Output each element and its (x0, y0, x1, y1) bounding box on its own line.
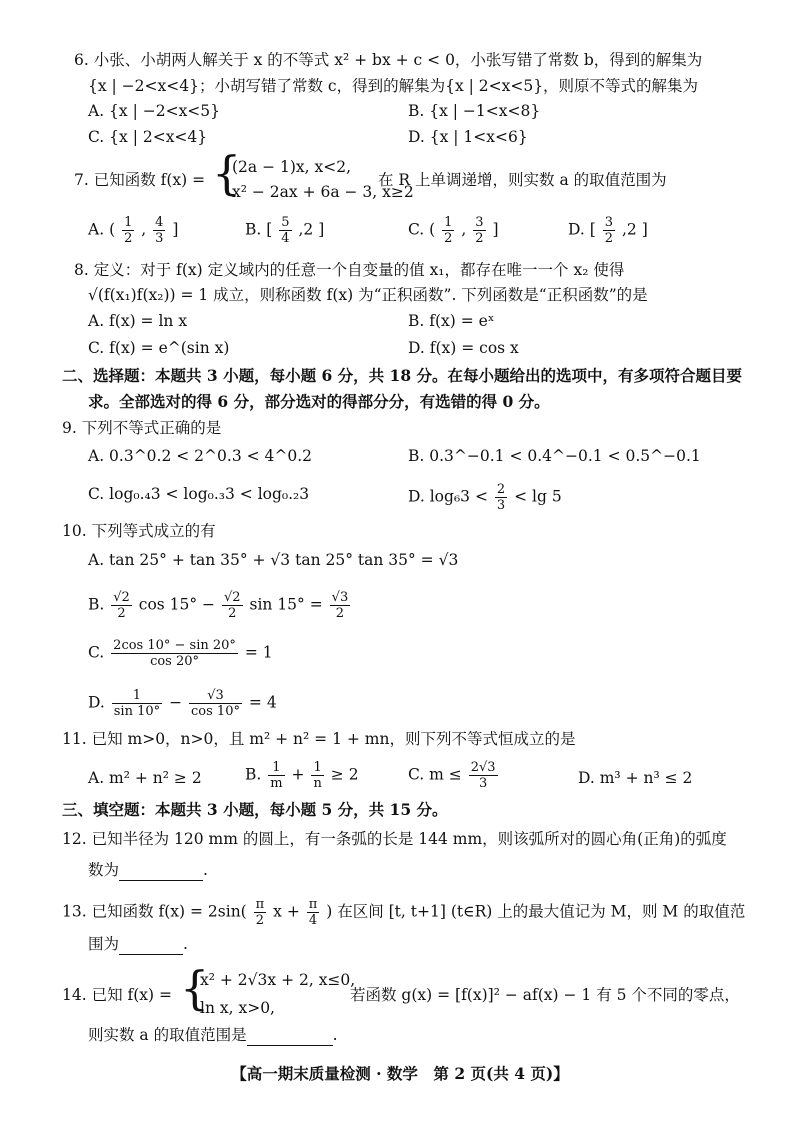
q14-brace: { (180, 961, 210, 1015)
q11-option-b: B. $\frac{1}{m}$ + $\frac{1}{n}$ ≥ 2 (245, 760, 359, 791)
q11-option-a: A. m² + n² ≥ 2 (88, 769, 202, 787)
q8-option-d: D. f(x) = cos x (408, 339, 519, 357)
q14-answer-blank[interactable] (247, 1025, 333, 1046)
section2-header-line2: 求。全部选对的得 6 分，部分选对的得部分分，有选错的得 0 分。 (88, 392, 550, 411)
q11-option-d: D. m³ + n³ ≤ 2 (578, 769, 693, 787)
q14-suffix: 若函数 g(x) = [f(x)]² − af(x) − 1 有 5 个不同的零点， (350, 986, 740, 1004)
q6-option-d: D. {x | 1<x<6} (408, 128, 528, 146)
q10-option-c: C. $\frac{2\cos 10^\circ - \sin 20^\circ}{\cos 20^\circ}$ = 1 (88, 638, 273, 669)
q8-stem-line1: 8. 定义：对于 f(x) 定义域内的任意一个自变量的值 x₁，都存在唯一一个 x₂ 使得 (74, 261, 625, 279)
q8-stem-line2: √(f(x₁)f(x₂)) = 1 成立，则称函数 f(x) 为“正积函数”. 下列函数是“正积函数”的是 (88, 286, 648, 304)
q7-option-a: A. ( $\frac{1}{2}$ , $\frac{4}{3}$ ] (88, 215, 179, 246)
q9-option-c: C. log₀.₄3 < log₀.₃3 < log₀.₂3 (88, 485, 310, 503)
q8-option-a: A. f(x) = ln x (88, 312, 188, 330)
q6-option-b: B. {x | −1<x<8} (408, 102, 541, 120)
q9-option-a: A. 0.3^0.2 < 2^0.3 < 4^0.2 (88, 447, 313, 465)
section2-header-line1: 二、选择题：本题共 3 小题，每小题 6 分，共 18 分。在每小题给出的选项中，有多项符合题目要 (62, 366, 743, 385)
q12-stem-line2: 数为 . (88, 861, 208, 879)
q14-prefix: 14. 已知 f(x) = (62, 986, 172, 1004)
q7-option-c: C. ( $\frac{1}{2}$ , $\frac{3}{2}$ ] (408, 215, 499, 246)
q7-option-b: B. [ $\frac{5}{4}$ ,2 ] (245, 215, 325, 246)
q6-option-a: A. {x | −2<x<5} (88, 102, 221, 120)
page-footer: 【高一期末质量检测 · 数学 第 2 页(共 4 页)】 (231, 1064, 569, 1083)
q7-suffix: 在 R 上单调递增，则实数 a 的取值范围为 (378, 171, 667, 189)
q14-stem-line2: 则实数 a 的取值范围是 . (88, 1026, 338, 1044)
q13-stem-line2: 围为 . (88, 935, 188, 953)
q13-stem-line1: 13. 已知函数 f(x) = 2sin( $\frac{\pi}{2}$ x + $\frac{\pi}{4}$ ) 在区间 [t, t+1] (t∈R) 上的最大值记为 M，则 M 的取值范 (62, 897, 746, 928)
q8-option-b: B. f(x) = eˣ (408, 312, 495, 330)
q7-case1: (2a − 1)x, x<2, (232, 158, 352, 176)
q7-brace: { (212, 146, 242, 200)
q12-stem-line1: 12. 已知半径为 120 mm 的圆上，有一条弧的长是 144 mm，则该弧所对的圆心角(正角)的弧度 (62, 830, 727, 848)
q14-case1: x² + 2√3x + 2, x≤0, (200, 971, 356, 989)
q6-stem-line2: {x | −2<x<4}；小胡写错了常数 c，得到的解集为{x | 2<x<5}，则原不等式的解集为 (88, 77, 699, 95)
q10-option-d: D. $\frac{1}{\sin 10^\circ}$ − $\frac{√3}{\cos 10^\circ}$ = 4 (88, 688, 277, 719)
q14-case2: ln x, x>0, (200, 999, 275, 1017)
q6-stem-line1: 6. 小张、小胡两人解关于 x 的不等式 x² + bx + c < 0，小张写错了常数 b，得到的解集为 (74, 51, 703, 69)
q11-option-c: C. m ≤ $\frac{2√3}{3}$ (408, 760, 496, 791)
q12-answer-blank[interactable] (119, 860, 203, 881)
q10-option-b: B. $\frac{√2}{2}$ cos 15° − $\frac{√2}{2}$ sin 15° = $\frac{√3}{2}$ (88, 590, 349, 621)
q13-answer-blank[interactable] (119, 934, 183, 955)
q7-option-d: D. [ $\frac{3}{2}$ ,2 ] (568, 215, 648, 246)
q9-option-d: D. log₆3 < $\frac{2}{3}$ < lg 5 (408, 482, 562, 513)
q8-option-c: C. f(x) = e^(sin x) (88, 339, 230, 357)
q7-prefix: 7. 已知函数 f(x) = (74, 171, 206, 189)
q11-stem: 11. 已知 m>0，n>0，且 m² + n² = 1 + mn，则下列不等式恒成立的是 (62, 730, 576, 748)
q6-option-c: C. {x | 2<x<4} (88, 128, 208, 146)
q7-case2: x² − 2ax + 6a − 3, x≥2 (232, 183, 414, 201)
section3-header: 三、填空题：本题共 3 小题，每小题 5 分，共 15 分。 (62, 800, 448, 819)
q10-option-a: A. tan 25° + tan 35° + √3 tan 25° tan 35° = √3 (88, 551, 459, 569)
q10-stem: 10. 下列等式成立的有 (62, 522, 216, 540)
q9-option-b: B. 0.3^−0.1 < 0.4^−0.1 < 0.5^−0.1 (408, 447, 701, 465)
q9-stem: 9. 下列不等式正确的是 (62, 419, 222, 437)
